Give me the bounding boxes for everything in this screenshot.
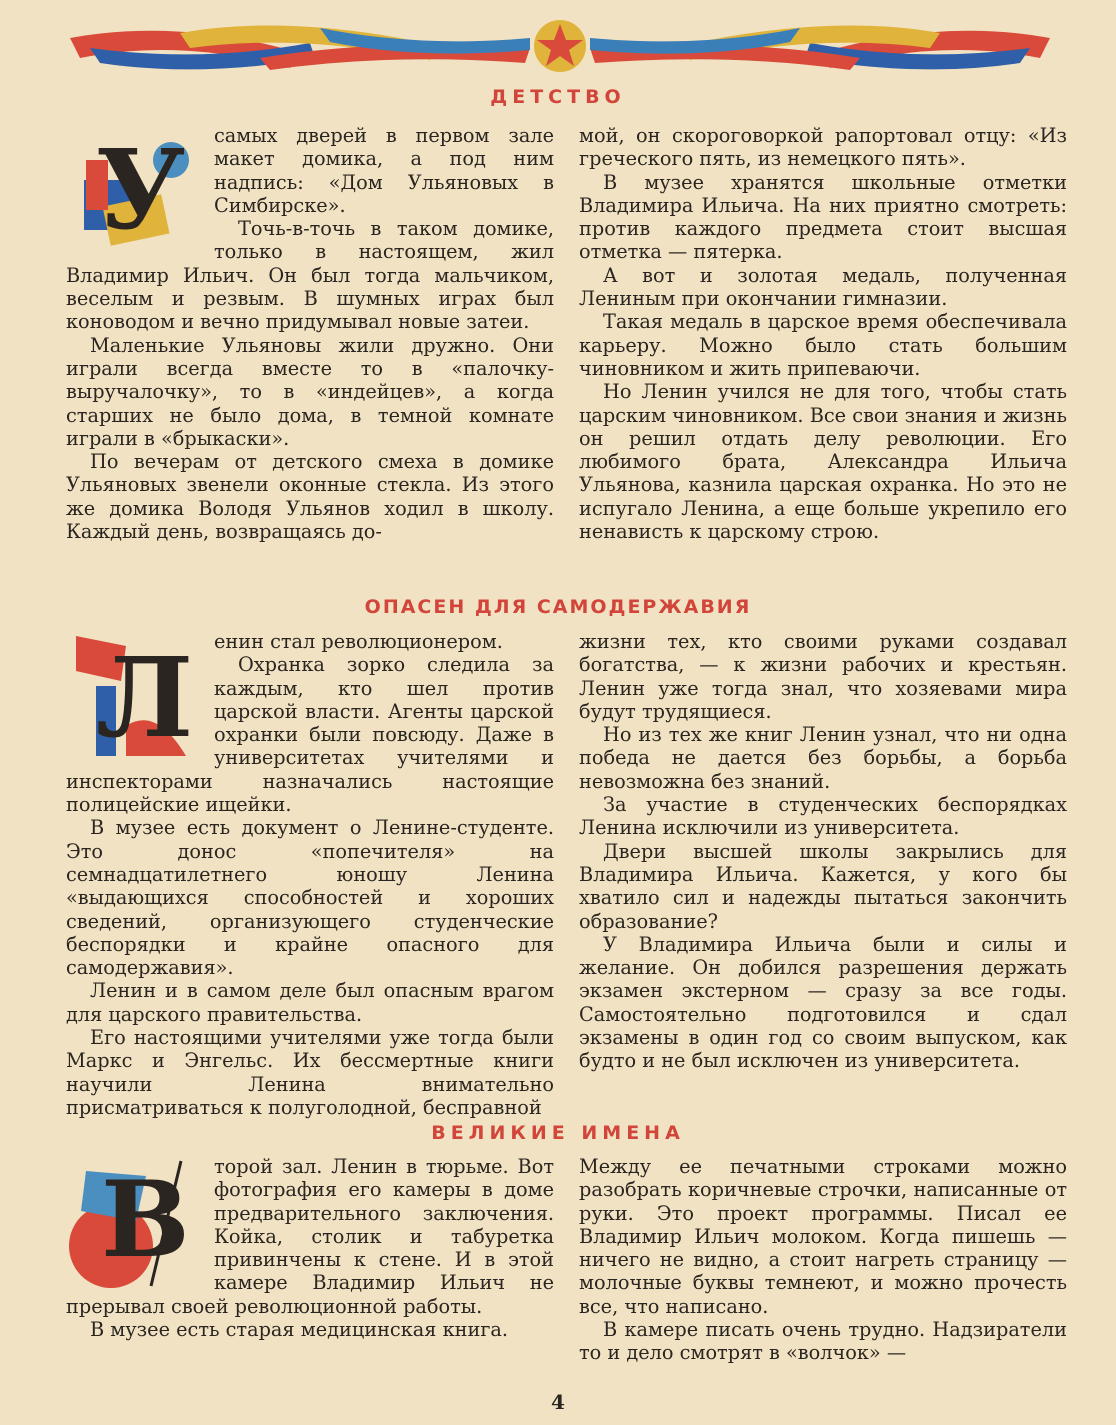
section-1-right-column [579, 124, 1067, 543]
paragraph: енин стал революционером. [214, 630, 503, 653]
paragraph: Двери высшей школы закрылись для Владимира Ильича. Кажется, у кого бы хватило сил и надежды пытаться закончить образование? [579, 839, 1067, 933]
paragraph: По вечерам от детского смеха в домике Ульяновых звенели оконные стекла. Из этого же домика Володя Ульянов ходил в школу. Каждый день, возвращаясь до- [66, 450, 554, 544]
section-3-right-column [579, 1155, 1067, 1365]
section-3-left-column [66, 1155, 554, 1341]
dropcap-l-illustration [66, 626, 206, 766]
paragraph: Такая медаль в царское время обеспечивала карьеру. Можно было стать большим чиновником и жить припеваючи. [579, 310, 1067, 380]
paragraph: В музее есть документ о Ленине-студенте. Это донос «попечителя» на семнадцатилетнего юношу Ленина «выдающихся способностей и хороших сведений, организующего студенческие беспорядки и крайне опасного для самодержавия». [66, 816, 554, 980]
paragraph: Охранка зорко следила за каждым, кто шел против царской власти. Агенты царской охранки были повсюду. Даже в университетах учителями и инспекторами назначались настоящие полицейские ищейки. [66, 653, 554, 817]
paragraph: Между ее печатными строками можно разобрать коричневые строчки, написанные от руки. Это проект программы. Писал ее Владимир Ильич молоком. Когда пишешь — ничего не видно, а стоит нагреть страницу — молочные буквы темнеют, и можно прочесть все, что написано. [579, 1155, 1067, 1318]
paragraph: мой, он скороговоркой рапортовал отцу: «Из греческого пять, из немецкого пять». [579, 124, 1067, 171]
section-1-left-column [66, 124, 554, 543]
paragraph: торой зал. Ленин в тюрьме. Вот фотография его камеры в доме предварительного заключения. Койка, столик и табуретка привинчены к стене. И в этой камере Владимир Ильич не прерывал своей революционной работы. [66, 1155, 554, 1318]
flags-left [70, 25, 530, 70]
section-2-left-column [66, 630, 554, 1119]
dropcap-letter: В [101, 1157, 190, 1281]
flags-right [590, 25, 1050, 70]
section-2-right-column [579, 630, 1067, 1073]
dropcap-v-illustration [66, 1151, 206, 1291]
paragraph: У Владимира Ильича были и силы и желание. Он добился разрешения держать экзамен экстерном — сразу за все годы. Самостоятельно подготовился и сдал экзамены в один год со своим выпуском, как будто и не был исключен из университета. [579, 932, 1067, 1073]
page-number: 4 [551, 1390, 565, 1414]
dropcap-letter: У [96, 125, 186, 254]
section-heading-childhood: ДЕТСТВО [490, 86, 626, 108]
dropcap-u-illustration [66, 120, 206, 260]
paragraph: А вот и золотая медаль, полученная Лениным при окончании гимназии. [579, 263, 1067, 311]
section-heading-dangerous-to-autocracy: ОПАСЕН ДЛЯ САМОДЕРЖАВИЯ [364, 596, 752, 618]
decorative-banner [60, 8, 1060, 78]
paragraph: Точь-в-точь в таком домике, только в настоящем, жил Владимир Ильич. Он был тогда мальчиком, веселым и резвым. В шумных играх был коноводом и вечно придумывал новые затеи. [66, 217, 554, 334]
paragraph: Но Ленин учился не для того, чтобы стать царским чиновником. Все свои знания и жизнь он решил отдать делу революции. Его любимого брата, Александра Ильича Ульянова, казнила царская охранка. Но это не испугало Ленина, а еще больше укрепило его ненависть к царскому строю. [579, 380, 1067, 544]
paragraph: Маленькие Ульяновы жили дружно. Они играли всегда вместе то в «палочку-выручалочку», то в «индейцев», а когда старших не было дома, в темной комнате играли в «брыкаски». [66, 333, 554, 450]
section-heading-great-names: ВЕЛИКИЕ ИМЕНА [431, 1122, 685, 1144]
paragraph: В музее хранятся школьные отметки Владимира Ильича. На них приятно смотреть: против каждого предмета стоит высшая отметка — пятерка. [579, 170, 1067, 264]
paragraph: В музее есть старая медицинская книга. [90, 1318, 509, 1342]
paragraph: жизни тех, кто своими руками создавал богатства, — к жизни рабочих и крестьян. Ленин уже тогда знал, что хозяевами мира будут трудящиеся. [579, 630, 1067, 723]
paragraph: Но из тех же книг Ленин узнал, что ни одна победа не дается без борьбы, а борьба невозможна без знаний. [579, 723, 1067, 793]
paragraph: самых дверей в первом зале макет домика, а под ним надпись: «Дом Ульяновых в Симбирске». [214, 124, 554, 217]
dropcap-letter: Л [96, 633, 194, 762]
paragraph: Его настоящими учителями уже тогда были Маркс и Энгельс. Их бессмертные книги научили Ленина внимательно присматриваться к полуголодной, бесправной [66, 1026, 554, 1119]
paragraph: В камере писать очень трудно. Надзиратели то и дело смотрят в «волчок» — [579, 1318, 1067, 1365]
paragraph: Ленин и в самом деле был опасным врагом для царского правительства. [66, 979, 554, 1026]
star-emblem-icon [534, 20, 586, 72]
paragraph: За участие в студенческих беспорядках Ленина исключили из университета. [579, 793, 1067, 840]
